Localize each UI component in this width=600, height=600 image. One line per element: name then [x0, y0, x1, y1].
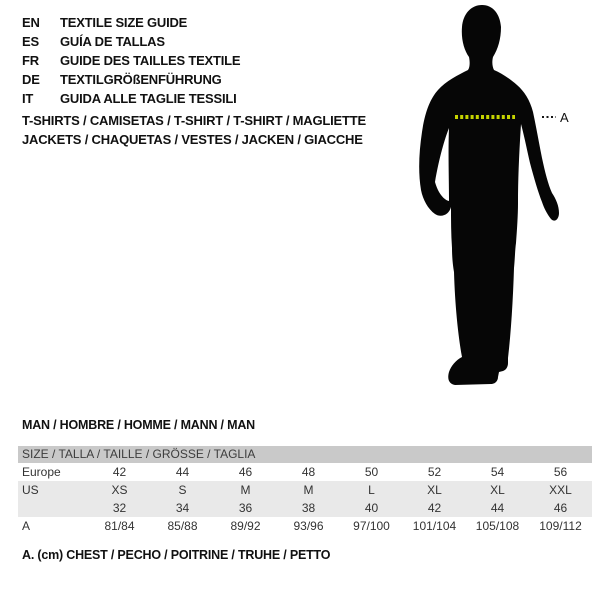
size-cell: XL: [490, 483, 505, 497]
size-cell: XXL: [549, 483, 572, 497]
language-row-it: [22, 89, 240, 108]
language-label: GUIDA ALLE TAGLIE TESSILI: [60, 91, 237, 106]
language-code: FR: [22, 53, 39, 68]
table-row-us: [18, 481, 592, 499]
garment-categories: [22, 111, 366, 149]
size-cell: 42: [112, 465, 127, 479]
size-cell: 101/104: [412, 519, 457, 533]
language-label: GUIDE DES TAILLES TEXTILE: [60, 53, 241, 68]
size-cell: 52: [427, 465, 442, 479]
size-table: [18, 446, 592, 535]
language-label: GUÍA DE TALLAS: [60, 34, 165, 49]
row-label: Europe: [22, 465, 61, 479]
row-label: US: [22, 483, 39, 497]
language-row-fr: [22, 51, 240, 70]
size-cell: M: [303, 483, 314, 497]
size-cell: 44: [490, 501, 505, 515]
language-label: TEXTILGRÖßENFÜHRUNG: [60, 72, 222, 87]
size-cell: 44: [175, 465, 190, 479]
language-row-es: [22, 32, 240, 51]
man-silhouette-svg: [405, 0, 575, 400]
man-silhouette: [419, 5, 559, 385]
size-cell: 93/96: [293, 519, 324, 533]
size-cell: L: [368, 483, 375, 497]
language-code: EN: [22, 15, 40, 30]
size-cell: 40: [364, 501, 379, 515]
language-row-de: [22, 70, 240, 89]
language-list: [22, 13, 240, 108]
size-cell: 34: [175, 501, 190, 515]
table-row-chest-a: [18, 517, 592, 535]
size-table-header: SIZE / TALLA / TAILLE / GRÖSSE / TAGLIA: [18, 446, 592, 463]
table-row-europe: [18, 463, 592, 481]
language-code: DE: [22, 72, 40, 87]
man-figure: [405, 0, 575, 400]
size-cell: 36: [238, 501, 253, 515]
language-row-en: [22, 13, 240, 32]
size-cell: S: [178, 483, 187, 497]
size-cell: 56: [553, 465, 568, 479]
table-row-numeric: [18, 499, 592, 517]
size-cell: 32: [112, 501, 127, 515]
category-jackets: JACKETS / CHAQUETAS / VESTES / JACKEN / GIACCHE: [22, 132, 363, 147]
size-cell: 81/84: [104, 519, 135, 533]
size-cell: 46: [238, 465, 253, 479]
size-cell: M: [240, 483, 251, 497]
size-cell: 46: [553, 501, 568, 515]
size-cell: 54: [490, 465, 505, 479]
size-cell: 109/112: [539, 519, 582, 533]
size-cell: 89/92: [230, 519, 261, 533]
measure-label-a: A: [560, 110, 569, 125]
language-code: IT: [22, 91, 34, 106]
category-tshirts: T-SHIRTS / CAMISETAS / T-SHIRT / T-SHIRT / MAGLIETTE: [22, 113, 366, 128]
size-cell: 38: [301, 501, 316, 515]
measurement-footnote: A. (cm) CHEST / PECHO / POITRINE / TRUHE / PETTO: [22, 548, 331, 562]
size-cell: 97/100: [353, 519, 390, 533]
size-cell: 48: [301, 465, 316, 479]
size-cell: 105/108: [475, 519, 520, 533]
section-title-man: MAN / HOMBRE / HOMME / MANN / MAN: [22, 418, 255, 432]
size-cell: 50: [364, 465, 379, 479]
size-cell: 42: [427, 501, 442, 515]
row-label: A: [22, 519, 31, 533]
language-label: TEXTILE SIZE GUIDE: [60, 15, 188, 30]
size-cell: 85/88: [167, 519, 198, 533]
language-code: ES: [22, 34, 39, 49]
size-cell: XL: [427, 483, 442, 497]
size-cell: XS: [111, 483, 128, 497]
